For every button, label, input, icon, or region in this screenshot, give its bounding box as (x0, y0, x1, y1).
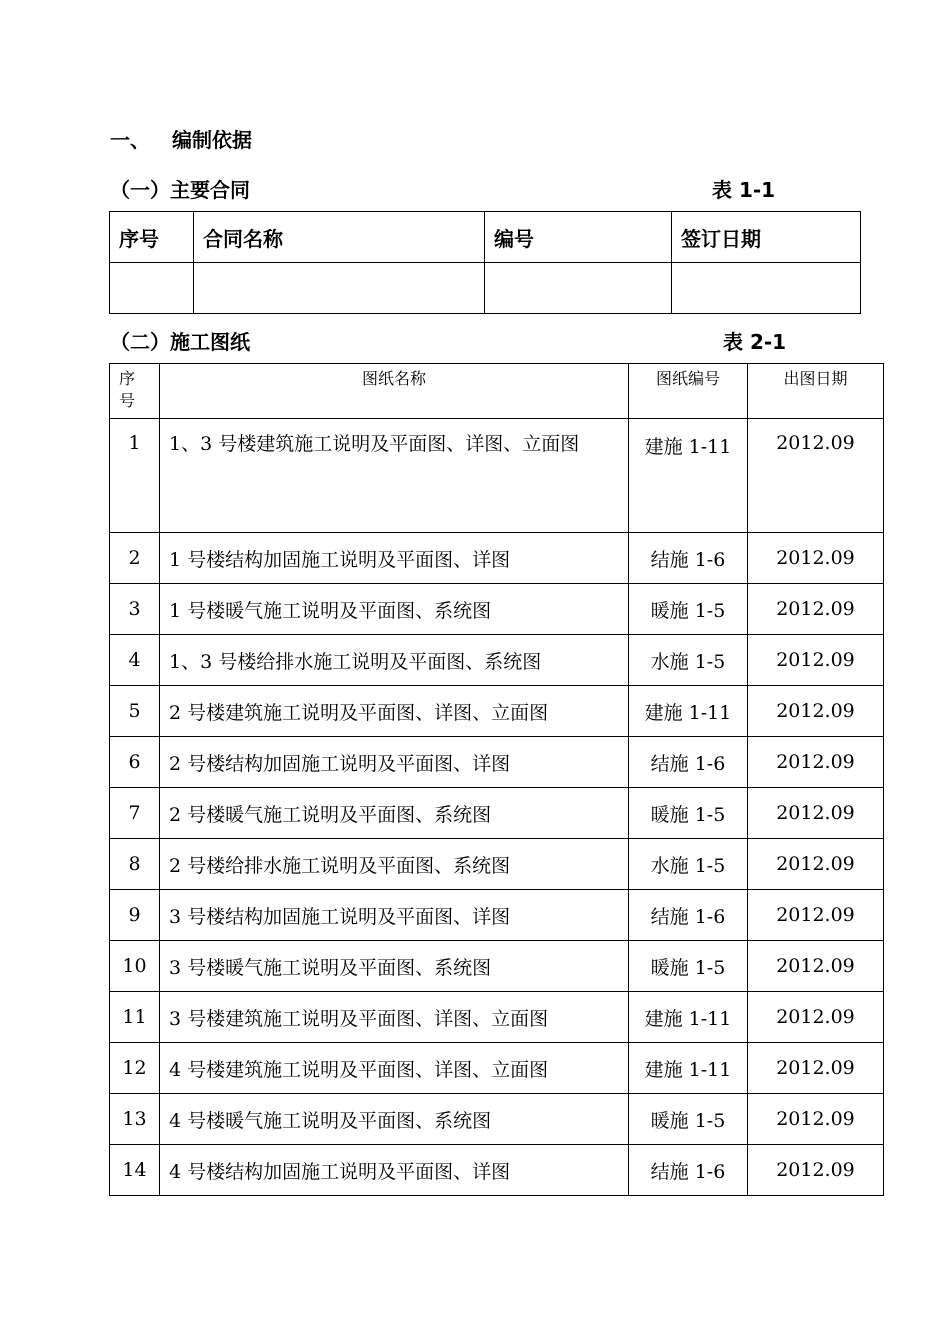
cell-drawing-code: 建施 1-11 (629, 686, 748, 737)
table-row (110, 635, 884, 686)
col-header-number: 编号 (485, 212, 672, 263)
cell-drawing-code: 水施 1-5 (629, 635, 748, 686)
table-row (110, 890, 884, 941)
cell-issue-date: 2012.09 (748, 839, 884, 890)
cell-seq: 5 (110, 686, 160, 737)
cell-drawing-code: 结施 1-6 (629, 890, 748, 941)
cell-seq: 9 (110, 890, 160, 941)
cell-seq: 7 (110, 788, 160, 839)
col-header-seq: 序号 (110, 212, 194, 263)
table-row (110, 941, 884, 992)
col-header-seq: 序号 (119, 369, 136, 410)
cell-issue-date: 2012.09 (748, 1043, 884, 1094)
cell-empty (194, 263, 485, 314)
cell-issue-date: 2012.09 (748, 737, 884, 788)
table-row (110, 686, 884, 737)
cell-issue-date: 2012.09 (748, 419, 884, 533)
table-row (110, 788, 884, 839)
cell-drawing-code: 结施 1-6 (629, 1145, 748, 1196)
table-row (110, 533, 884, 584)
table2-label: 表 2-1 (723, 330, 787, 354)
table-row (110, 263, 861, 314)
cell-drawing-name: 2 号楼给排水施工说明及平面图、系统图 (160, 839, 629, 890)
cell-drawing-name: 1 号楼结构加固施工说明及平面图、详图 (160, 533, 629, 584)
cell-seq: 11 (110, 992, 160, 1043)
heading-title: 编制依据 (172, 128, 252, 152)
cell-drawing-name: 1、3 号楼建筑施工说明及平面图、详图、立面图 (160, 419, 629, 533)
cell-drawing-name: 3 号楼结构加固施工说明及平面图、详图 (160, 890, 629, 941)
cell-drawing-code: 建施 1-11 (629, 419, 748, 533)
cell-drawing-code: 暖施 1-5 (629, 1094, 748, 1145)
cell-drawing-name: 3 号楼建筑施工说明及平面图、详图、立面图 (160, 992, 629, 1043)
cell-issue-date: 2012.09 (748, 890, 884, 941)
table-row (110, 1145, 884, 1196)
col-header-drawing-code: 图纸编号 (629, 364, 748, 419)
table-row (110, 839, 884, 890)
cell-drawing-name: 3 号楼暖气施工说明及平面图、系统图 (160, 941, 629, 992)
cell-issue-date: 2012.09 (748, 992, 884, 1043)
cell-issue-date: 2012.09 (748, 686, 884, 737)
table-row (110, 419, 884, 533)
col-header-drawing-name: 图纸名称 (160, 364, 629, 419)
cell-issue-date: 2012.09 (748, 941, 884, 992)
table-header-row (110, 212, 861, 263)
cell-drawing-name: 1 号楼暖气施工说明及平面图、系统图 (160, 584, 629, 635)
cell-drawing-code: 水施 1-5 (629, 839, 748, 890)
cell-empty (672, 263, 861, 314)
section1-title: （一）主要合同 (110, 178, 250, 202)
cell-empty (110, 263, 194, 314)
cell-issue-date: 2012.09 (748, 788, 884, 839)
table-row (110, 737, 884, 788)
cell-seq: 12 (110, 1043, 160, 1094)
table-row (110, 1043, 884, 1094)
cell-issue-date: 2012.09 (748, 635, 884, 686)
cell-seq: 13 (110, 1094, 160, 1145)
cell-drawing-code: 建施 1-11 (629, 992, 748, 1043)
cell-issue-date: 2012.09 (748, 533, 884, 584)
cell-drawing-code: 结施 1-6 (629, 737, 748, 788)
cell-drawing-code: 暖施 1-5 (629, 584, 748, 635)
table-row (110, 584, 884, 635)
cell-drawing-name: 2 号楼建筑施工说明及平面图、详图、立面图 (160, 686, 629, 737)
cell-drawing-name: 4 号楼建筑施工说明及平面图、详图、立面图 (160, 1043, 629, 1094)
cell-seq: 10 (110, 941, 160, 992)
table1-label: 表 1-1 (712, 178, 776, 202)
cell-drawing-name: 2 号楼暖气施工说明及平面图、系统图 (160, 788, 629, 839)
cell-issue-date: 2012.09 (748, 1145, 884, 1196)
cell-empty (485, 263, 672, 314)
contracts-table (109, 211, 861, 314)
cell-seq: 1 (110, 419, 160, 533)
col-header-sign-date: 签订日期 (672, 212, 861, 263)
cell-drawing-code: 暖施 1-5 (629, 941, 748, 992)
section-heading (110, 124, 252, 153)
table-header-row (110, 364, 884, 419)
cell-drawing-name: 1、3 号楼给排水施工说明及平面图、系统图 (160, 635, 629, 686)
cell-drawing-code: 暖施 1-5 (629, 788, 748, 839)
col-header-contract-name: 合同名称 (194, 212, 485, 263)
cell-issue-date: 2012.09 (748, 1094, 884, 1145)
cell-drawing-name: 4 号楼结构加固施工说明及平面图、详图 (160, 1145, 629, 1196)
cell-drawing-code: 结施 1-6 (629, 533, 748, 584)
cell-seq: 4 (110, 635, 160, 686)
cell-drawing-name: 2 号楼结构加固施工说明及平面图、详图 (160, 737, 629, 788)
cell-seq: 8 (110, 839, 160, 890)
cell-drawing-name: 4 号楼暖气施工说明及平面图、系统图 (160, 1094, 629, 1145)
cell-seq: 3 (110, 584, 160, 635)
cell-seq: 14 (110, 1145, 160, 1196)
cell-seq: 2 (110, 533, 160, 584)
cell-drawing-code: 建施 1-11 (629, 1043, 748, 1094)
table-row (110, 992, 884, 1043)
drawings-table (109, 363, 884, 1196)
col-header-issue-date: 出图日期 (748, 364, 884, 419)
table-row (110, 1094, 884, 1145)
heading-number: 一、 (110, 128, 150, 152)
section2-title: （二）施工图纸 (110, 330, 250, 354)
cell-seq: 6 (110, 737, 160, 788)
cell-issue-date: 2012.09 (748, 584, 884, 635)
